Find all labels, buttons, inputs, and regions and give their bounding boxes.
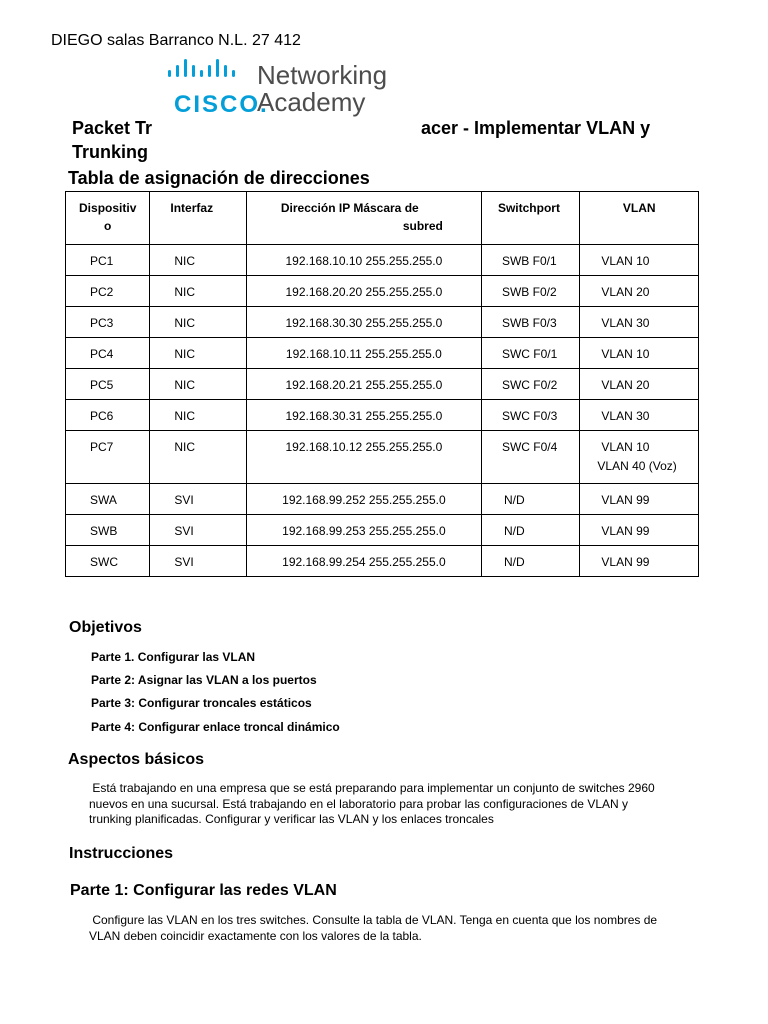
device-cell: PC3 (66, 307, 150, 338)
vlan-cell: VLAN 10 (580, 338, 699, 369)
switchport-cell: SWB F0/1 (481, 245, 579, 276)
background-paragraph: Está trabajando en una empresa que se está preparando para implementar un conjunto de switches 2960 nuevos en una sucursal. Está trabajando en el laboratorio para probar las configuraciones de VLAN y trunking planificadas. Configurar y verificar las VLAN y los enlaces troncales (89, 781, 655, 826)
switchport-cell: N/D (481, 515, 579, 546)
ip-mask-cell: 192.168.10.12 255.255.255.0 (246, 431, 481, 484)
address-table (65, 191, 699, 577)
device-cell: PC2 (66, 276, 150, 307)
device-cell: PC7 (66, 431, 150, 484)
ip-mask-cell: 192.168.30.31 255.255.255.0 (246, 400, 481, 431)
table-row (66, 276, 699, 307)
objective-item: Parte 1. Configurar las VLAN (91, 650, 256, 664)
interface-cell: NIC (150, 245, 246, 276)
switchport-cell: SWC F0/1 (481, 338, 579, 369)
header-interface: Interfaz (150, 192, 246, 245)
ip-mask-cell: 192.168.10.10 255.255.255.0 (246, 245, 481, 276)
author-name: DIEGO salas Barranco N.L. 27 412 (51, 32, 301, 49)
interface-cell: SVI (150, 515, 246, 546)
ip-mask-cell: 192.168.30.30 255.255.255.0 (246, 307, 481, 338)
ip-mask-cell: 192.168.99.253 255.255.255.0 (246, 515, 481, 546)
vlan-cell: VLAN 99 (580, 546, 699, 577)
ip-mask-cell: 192.168.20.20 255.255.255.0 (246, 276, 481, 307)
vlan-cell: VLAN 20 (580, 369, 699, 400)
device-cell: PC1 (66, 245, 150, 276)
document-title (72, 118, 712, 142)
table-row (66, 515, 699, 546)
title-line2: Trunking (72, 142, 148, 162)
title-part2: acer - Implementar VLAN y (421, 118, 651, 138)
svg-text:Academy: Academy (257, 87, 366, 117)
ip-mask-cell: 192.168.10.11 255.255.255.0 (246, 338, 481, 369)
device-cell: SWC (66, 546, 150, 577)
part1-heading: Parte 1: Configurar las redes VLAN (70, 882, 337, 899)
title-part1: Packet Tr (72, 118, 153, 138)
ip-mask-cell: 192.168.20.21 255.255.255.0 (246, 369, 481, 400)
background-heading: Aspectos básicos (68, 751, 205, 768)
table-row (66, 484, 699, 515)
device-cell: PC5 (66, 369, 150, 400)
table-row (66, 245, 699, 276)
interface-cell: NIC (150, 307, 246, 338)
interface-cell: SVI (150, 484, 246, 515)
part1-paragraph: Configure las VLAN en los tres switches. Consulte la tabla de VLAN. Tenga en cuenta que los nombres de VLAN deben coincidir exactamente con los valores de la tabla. (89, 913, 658, 943)
header-device: Dispositiv o (66, 192, 150, 245)
table-row (66, 431, 699, 484)
interface-cell: NIC (150, 431, 246, 484)
objective-item: Parte 3: Configurar troncales estáticos (91, 696, 312, 710)
device-cell: PC6 (66, 400, 150, 431)
objective-item: Parte 2: Asignar las VLAN a los puertos (91, 673, 317, 687)
vlan-cell: VLAN 10 (580, 245, 699, 276)
device-cell: PC4 (66, 338, 150, 369)
switchport-cell: SWC F0/3 (481, 400, 579, 431)
interface-cell: NIC (150, 338, 246, 369)
objective-item: Parte 4: Configurar enlace troncal dinámico (91, 720, 340, 734)
switchport-cell: SWB F0/3 (481, 307, 579, 338)
interface-cell: NIC (150, 369, 246, 400)
interface-cell: NIC (150, 276, 246, 307)
ip-mask-cell: 192.168.99.252 255.255.255.0 (246, 484, 481, 515)
vlan-cell: VLAN 30 (580, 307, 699, 338)
switchport-cell: SWC F0/2 (481, 369, 579, 400)
header-switchport: Switchport (481, 192, 579, 245)
vlan-cell: VLAN 10 VLAN 40 (Voz) (580, 431, 699, 484)
vlan-cell: VLAN 99 (580, 515, 699, 546)
switchport-cell: N/D (481, 546, 579, 577)
switchport-cell: SWC F0/4 (481, 431, 579, 484)
objectives-heading: Objetivos (69, 619, 142, 636)
svg-text:CISCO.: CISCO. (174, 91, 269, 118)
switchport-cell: N/D (481, 484, 579, 515)
table-row (66, 369, 699, 400)
table-row (66, 400, 699, 431)
header-ip-mask: Dirección IP Máscara de subred (246, 192, 481, 245)
header-vlan: VLAN (580, 192, 699, 245)
device-cell: SWA (66, 484, 150, 515)
vlan-cell: VLAN 99 (580, 484, 699, 515)
interface-cell: NIC (150, 400, 246, 431)
table-header-row (66, 192, 699, 245)
ip-mask-cell: 192.168.99.254 255.255.255.0 (246, 546, 481, 577)
table-row (66, 307, 699, 338)
svg-text:Networking: Networking (257, 60, 388, 90)
table-title: Tabla de asignación de direcciones (68, 168, 370, 188)
vlan-cell: VLAN 20 (580, 276, 699, 307)
cisco-logo-icon (166, 58, 416, 118)
switchport-cell: SWB F0/2 (481, 276, 579, 307)
device-cell: SWB (66, 515, 150, 546)
table-row (66, 338, 699, 369)
interface-cell: SVI (150, 546, 246, 577)
instructions-heading: Instrucciones (69, 845, 174, 862)
cisco-networking-academy-logo (166, 58, 416, 118)
vlan-cell: VLAN 30 (580, 400, 699, 431)
table-row (66, 546, 699, 577)
